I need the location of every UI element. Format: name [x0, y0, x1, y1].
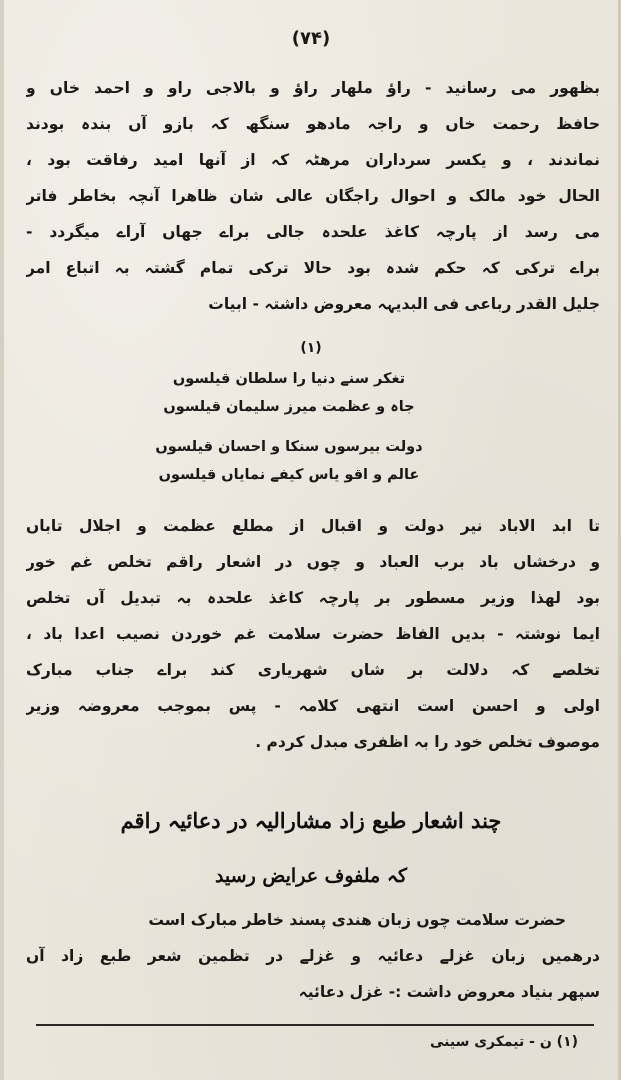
text-line: می رسد از پارچہ کاغذ علحدہ جالی براے جهاں آراے میگردد -: [26, 223, 600, 241]
text-line: الحال خود مالک و احوال راجگان عالی شان ظاهرا آنچہ بخاطر فاتر: [26, 187, 600, 205]
text-line: درهمیں زبان غزلے دعائیہ و غزلے در تظمین شعر طبع زاد آں: [26, 947, 600, 965]
text-line: بود لهذا وزیر مسطور بر پارچہ کاغذ علحدہ بہ تبدیل آں تخلص: [26, 589, 600, 607]
verse-block: [114, 365, 464, 489]
text-line: نماندند ، و یکسر سرداران مرهٹہ کہ از آنها امید رفاقت بود ،: [26, 151, 600, 169]
text-line: اولی و احسن است انتهی کلامہ - پس بموجب معروضہ وزیر: [26, 697, 600, 715]
text-line: حافظ رحمت خاں و راجہ مادهو سنگھ کہ بازو آں بندہ بودند: [26, 115, 600, 133]
paragraph-1: [26, 70, 600, 322]
verse-line: دولت بیرسوں سنکا و احسان قیلسوں: [155, 439, 423, 455]
section-heading: چند اشعار طبع زاد مشارالیہ در دعائیہ راقم: [120, 808, 502, 833]
text-line: حضرت سلامت چوں زبان هندی پسند خاطر مبارک است: [148, 911, 566, 929]
text-line: تخلصے کہ دلالت بر شاں شهریاری کند براے جناب مبارک: [26, 661, 600, 679]
verse-line: عالم و اقو یاس کیفے نمایاں قیلسوں: [158, 467, 420, 483]
text-line: بظهور می رسانید - راؤ ملهار راؤ و بالاجی راو و احمد خاں و: [26, 79, 600, 97]
paragraph-3: [26, 902, 600, 1010]
text-line: و درخشاں باد برب العباد و چوں در اشعار راقم تخلص غم خور: [26, 553, 600, 571]
text-line: ایما نوشتہ - بدیں الفاظ حضرت سلامت غم خوردن نصیب اعدا باد ،: [26, 625, 600, 643]
text-line: جلیل القدر رباعی فی البدیہہ معروض داشتہ - ابیات: [208, 295, 600, 313]
paragraph-2: [26, 508, 600, 760]
verse-footnote-marker: (۱): [300, 340, 322, 356]
text-line: تا ابد الاباد نیر دولت و اقبال از مطلع عظمت و اجلال تاباں: [26, 517, 600, 535]
page-number: (۷۴): [291, 28, 331, 49]
text-line: سپهر بنیاد معروض داشت :- غزل دعائیہ: [298, 983, 600, 1001]
verse-line: جاہ و عظمت میرز سلیمان قیلسوں: [163, 399, 415, 415]
text-line: موصوف تخلص خود را بہ اظفری مبدل کردم .: [255, 733, 600, 751]
footnote: (۱) ن - تیمکری سینی: [429, 1034, 578, 1050]
verse-line: تغکر سنے دنیا را سلطان قیلسوں: [172, 371, 406, 387]
text-line: براے ترکی کہ حکم شدہ بود حالا ترکی تمام گشتہ بہ اتباع امر: [26, 259, 600, 277]
section-subheading: کہ ملفوف عرایض رسید: [214, 865, 408, 887]
footnote-divider: [36, 1024, 594, 1026]
